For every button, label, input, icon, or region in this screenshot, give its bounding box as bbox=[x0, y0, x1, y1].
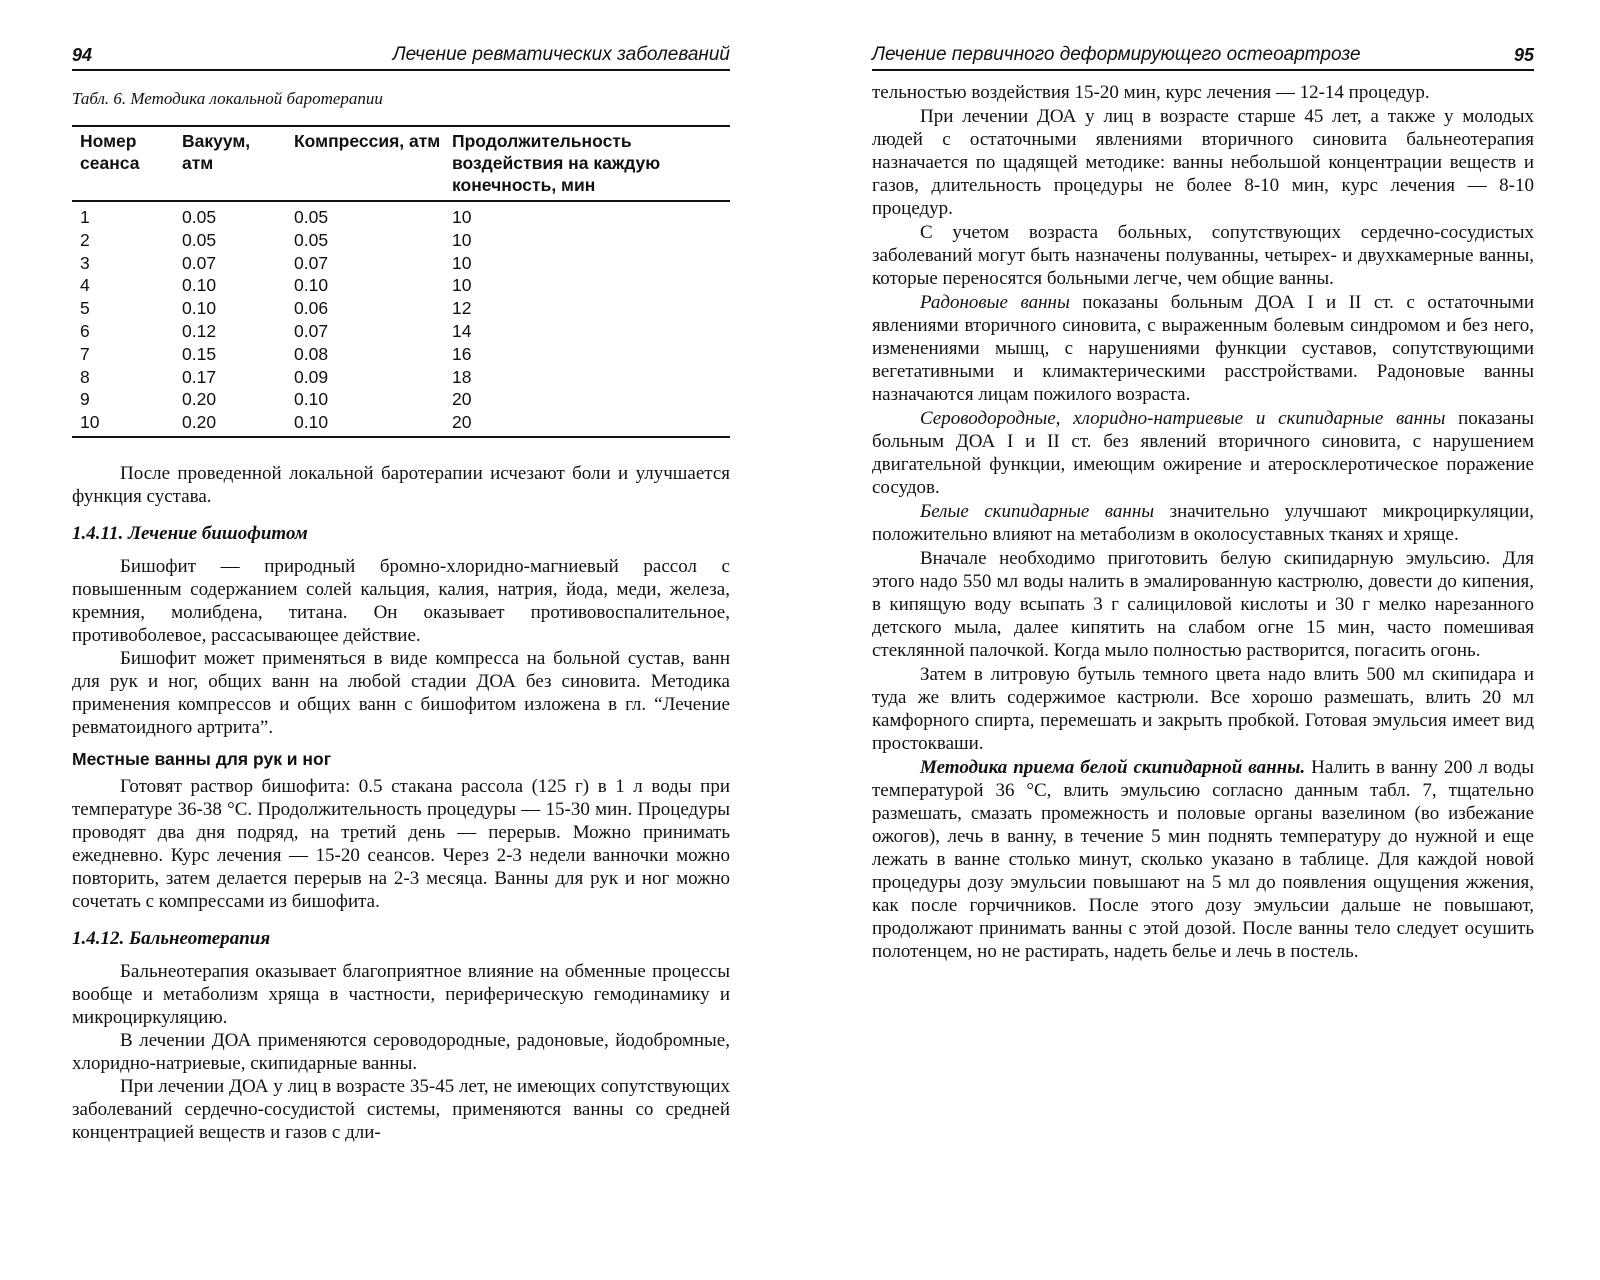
table-cell: 0.07 bbox=[294, 252, 329, 273]
paragraph-text: значительно улучшают микроциркуляции, положительно влияют на метаболизм в околосуставных тканях и хряще. bbox=[872, 501, 1534, 545]
paragraph-lead: Методика приема белой скипидарной ванны. bbox=[920, 757, 1306, 778]
table-cell: 0.07 bbox=[294, 320, 329, 341]
column-header: Компрессия, атм bbox=[294, 131, 441, 151]
table-cell: 0.05 bbox=[294, 229, 329, 250]
table-cell: 0.09 bbox=[294, 366, 329, 387]
table-row bbox=[72, 201, 730, 229]
table-cell: 0.10 bbox=[182, 298, 217, 319]
table-cell: 0.10 bbox=[294, 275, 329, 296]
table-row bbox=[72, 297, 730, 320]
table-row bbox=[72, 274, 730, 297]
table-header bbox=[72, 126, 730, 201]
table-cell: 5 bbox=[80, 298, 90, 319]
table-cell: 0.07 bbox=[182, 252, 217, 273]
table-cell: 2 bbox=[80, 229, 90, 250]
right-page bbox=[872, 40, 1534, 964]
table-cell: 0.15 bbox=[182, 343, 217, 364]
paragraph-lead: Сероводородные, хлоридно-натриевые и скипидарные ванны bbox=[920, 408, 1446, 429]
table-cell: 10 bbox=[452, 229, 472, 250]
table-cell: 0.10 bbox=[294, 389, 329, 410]
table-row bbox=[72, 320, 730, 343]
table-cell: 16 bbox=[452, 343, 472, 364]
paragraph bbox=[872, 756, 1534, 963]
paragraph-text: показаны больным ДОА I и II ст. без явлений вторичного синовита, с нарушением двигательной функции, имеющим ожирение и атеросклеротическое поражение сосудов. bbox=[872, 408, 1535, 498]
page-number: 94 bbox=[72, 45, 93, 65]
column-header: Номер сеанса bbox=[80, 131, 140, 173]
paragraph-lead: Белые скипидарные ванны bbox=[920, 501, 1155, 522]
table-row bbox=[72, 388, 730, 411]
paragraph: тельностью воздействия 15-20 мин, курс лечения — 12-14 процедур. bbox=[872, 82, 1430, 103]
section-heading: 1.4.11. Лечение бишофитом bbox=[72, 522, 308, 544]
paragraph: При лечении ДОА у лиц в возрасте старше 45 лет, а также у молодых людей с остаточными явлениями вторичного синовита бальнеотерапия назначается по щадящей методике: ванны небольшой концентрации веществ и газов, длительность процедуры не более 8-10 мин, курс лечения — 8-10 процедур. bbox=[872, 106, 1534, 219]
paragraph: С учетом возраста больных, сопутствующих сердечно-сосудистых заболеваний могут быть назначены полуванны, четырех- и двухкамерные ванны, которые переносятся больными легче, чем общие ванны. bbox=[872, 222, 1534, 289]
table-row bbox=[72, 366, 730, 389]
table-body bbox=[72, 201, 730, 437]
table-cell: 14 bbox=[452, 320, 472, 341]
table-cell: 12 bbox=[452, 298, 472, 319]
right-running-head bbox=[872, 40, 1534, 71]
barotherapy-table bbox=[72, 125, 730, 438]
running-title: Лечение первичного деформирующего остеоартрозе bbox=[872, 44, 1361, 65]
left-running-head bbox=[72, 40, 730, 71]
table-cell: 6 bbox=[80, 320, 90, 341]
table-cell: 0.12 bbox=[182, 320, 217, 341]
subsection-heading: Местные ванны для рук и ног bbox=[72, 748, 331, 769]
table-cell: 0.20 bbox=[182, 412, 217, 433]
table-row bbox=[72, 252, 730, 275]
paragraph: Бишофит — природный бромно-хлоридно-магниевый рассол с повышенным содержанием солей кальция, калия, натрия, йода, меди, железа, кремния, молибдена, титана. Он оказывает противовоспалительное, противоболевое, рассасывающее действие. bbox=[72, 555, 730, 646]
table-cell: 4 bbox=[80, 275, 90, 296]
table-row bbox=[72, 411, 730, 437]
right-page-body bbox=[872, 81, 1534, 963]
paragraph-text: показаны больным ДОА I и II ст. с остаточными явлениями вторичного синовита, с выраженным болевым синдромом и без него, изменениями мышц, с нарушениями функции суставов, сопутствующими вегетативными и климактерическими расстройствами. Радоновые ванны назначаются лицам пожилого возраста. bbox=[872, 292, 1534, 405]
paragraph: В лечении ДОА применяются сероводородные, радоновые, йодобромные, хлоридно-натриевые, скипидарные ванны. bbox=[72, 1029, 730, 1074]
table-cell: 10 bbox=[452, 275, 472, 296]
running-title: Лечение ревматических заболеваний bbox=[392, 44, 730, 65]
table-cell: 0.10 bbox=[182, 275, 217, 296]
table-cell: 0.06 bbox=[294, 298, 329, 319]
table-cell: 18 bbox=[452, 366, 472, 387]
table-cell: 7 bbox=[80, 343, 90, 364]
paragraph: Бишофит может применяться в виде компресса на больной сустав, ванн для рук и ног, общих ванн на любой стадии ДОА без синовита. Методика применения компрессов и общих ванн с бишофитом изложена в гл. “Лечение ревматоидного артрита”. bbox=[72, 647, 730, 738]
paragraph: После проведенной локальной баротерапии исчезают боли и улучшается функция сустава. bbox=[72, 462, 730, 507]
table-row bbox=[72, 343, 730, 366]
table-cell: 1 bbox=[80, 207, 90, 227]
column-header: Продолжительность воздействия на каждую конечность, мин bbox=[452, 131, 661, 195]
table-cell: 10 bbox=[452, 252, 472, 273]
paragraph bbox=[872, 500, 1534, 546]
table-cell: 0.05 bbox=[182, 229, 217, 250]
section-heading: 1.4.12. Бальнеотерапия bbox=[72, 927, 271, 949]
table-row bbox=[72, 229, 730, 252]
table-caption: Табл. 6. Методика локальной баротерапии bbox=[72, 89, 383, 108]
paragraph: Бальнеотерапия оказывает благоприятное влияние на обменные процессы вообще и метаболизм хряща в частности, периферическую гемодинамику и микроциркуляцию. bbox=[72, 960, 730, 1028]
paragraph-lead: Радоновые ванны bbox=[920, 292, 1070, 313]
paragraph-text: Налить в ванну 200 л воды температурой 36 °С, влить эмульсию согласно данным табл. 7, тщательно размешать, смазать промежность и половые органы вазелином (во избежание ожогов), лечь в ванну, в течение 5 мин поднять температуру до нужной и еще лежать в ванне столько минут, сколько указано в таблице. Для каждой новой процедуры дозу эмульсии повышают на 5 мл до появления ощущения жжения, как после горчичников. После этого дозу эмульсии дальше не повышают, продолжают принимать ванны с этой дозой. После ванны тело следует осушить полотенцем, но не растирать, надеть белье и лечь в постель. bbox=[872, 757, 1535, 962]
table-cell: 0.10 bbox=[294, 412, 329, 433]
table-cell: 0.08 bbox=[294, 343, 329, 364]
paragraph bbox=[872, 407, 1534, 499]
left-page bbox=[72, 40, 730, 1144]
paragraph bbox=[872, 291, 1534, 406]
page-number: 95 bbox=[1513, 45, 1534, 65]
table-cell: 10 bbox=[452, 207, 472, 227]
paragraph: Затем в литровую бутыль темного цвета надо влить 500 мл скипидара и туда же влить содержимое кастрюли. Все хорошо размешать, влить 20 мл камфорного спирта, перемешать и закрыть пробкой. Готовая эмульсия имеет вид простокваши. bbox=[872, 664, 1534, 754]
paragraph: Готовят раствор бишофита: 0.5 стакана рассола (125 г) в 1 л воды при температуре 36-38 °С. Продолжительность процедуры — 15-30 мин. Процедуры проводят два дня подряд, на третий день — перерыв. Можно принимать ежедневно. Курс лечения — 15-20 сеансов. Через 2-3 недели ванночки можно повторить, затем делается перерыв на 2-3 месяца. Ванны для рук и ног можно сочетать с компрессами из бишофита. bbox=[72, 775, 730, 912]
table-header-row bbox=[72, 126, 730, 201]
table-cell: 0.05 bbox=[182, 207, 217, 227]
paragraph: При лечении ДОА у лиц в возрасте 35-45 лет, не имеющих сопутствующих заболеваний сердечно-сосудистой системы, применяются ванны со средней концентрацией веществ и газов с дли- bbox=[72, 1075, 730, 1143]
table-cell: 0.20 bbox=[182, 389, 217, 410]
table-cell: 20 bbox=[452, 412, 472, 433]
table-cell: 20 bbox=[452, 389, 472, 410]
column-header: Вакуум, атм bbox=[182, 131, 251, 173]
table-cell: 0.05 bbox=[294, 207, 329, 227]
table-cell: 9 bbox=[80, 389, 90, 410]
table-cell: 0.17 bbox=[182, 366, 217, 387]
table-cell: 10 bbox=[80, 412, 100, 433]
paragraph: Вначале необходимо приготовить белую скипидарную эмульсию. Для этого надо 550 мл воды налить в эмалированную кастрюлю, довести до кипения, в кипящую воду всыпать 3 г салициловой кислоты и 30 г мелко нарезанного детского мыла, далее кипятить на слабом огне 15 мин, часто помешивая стеклянной палочкой. Когда мыло полностью растворится, погасить огонь. bbox=[872, 548, 1534, 661]
table-cell: 3 bbox=[80, 252, 90, 273]
table-cell: 8 bbox=[80, 366, 90, 387]
